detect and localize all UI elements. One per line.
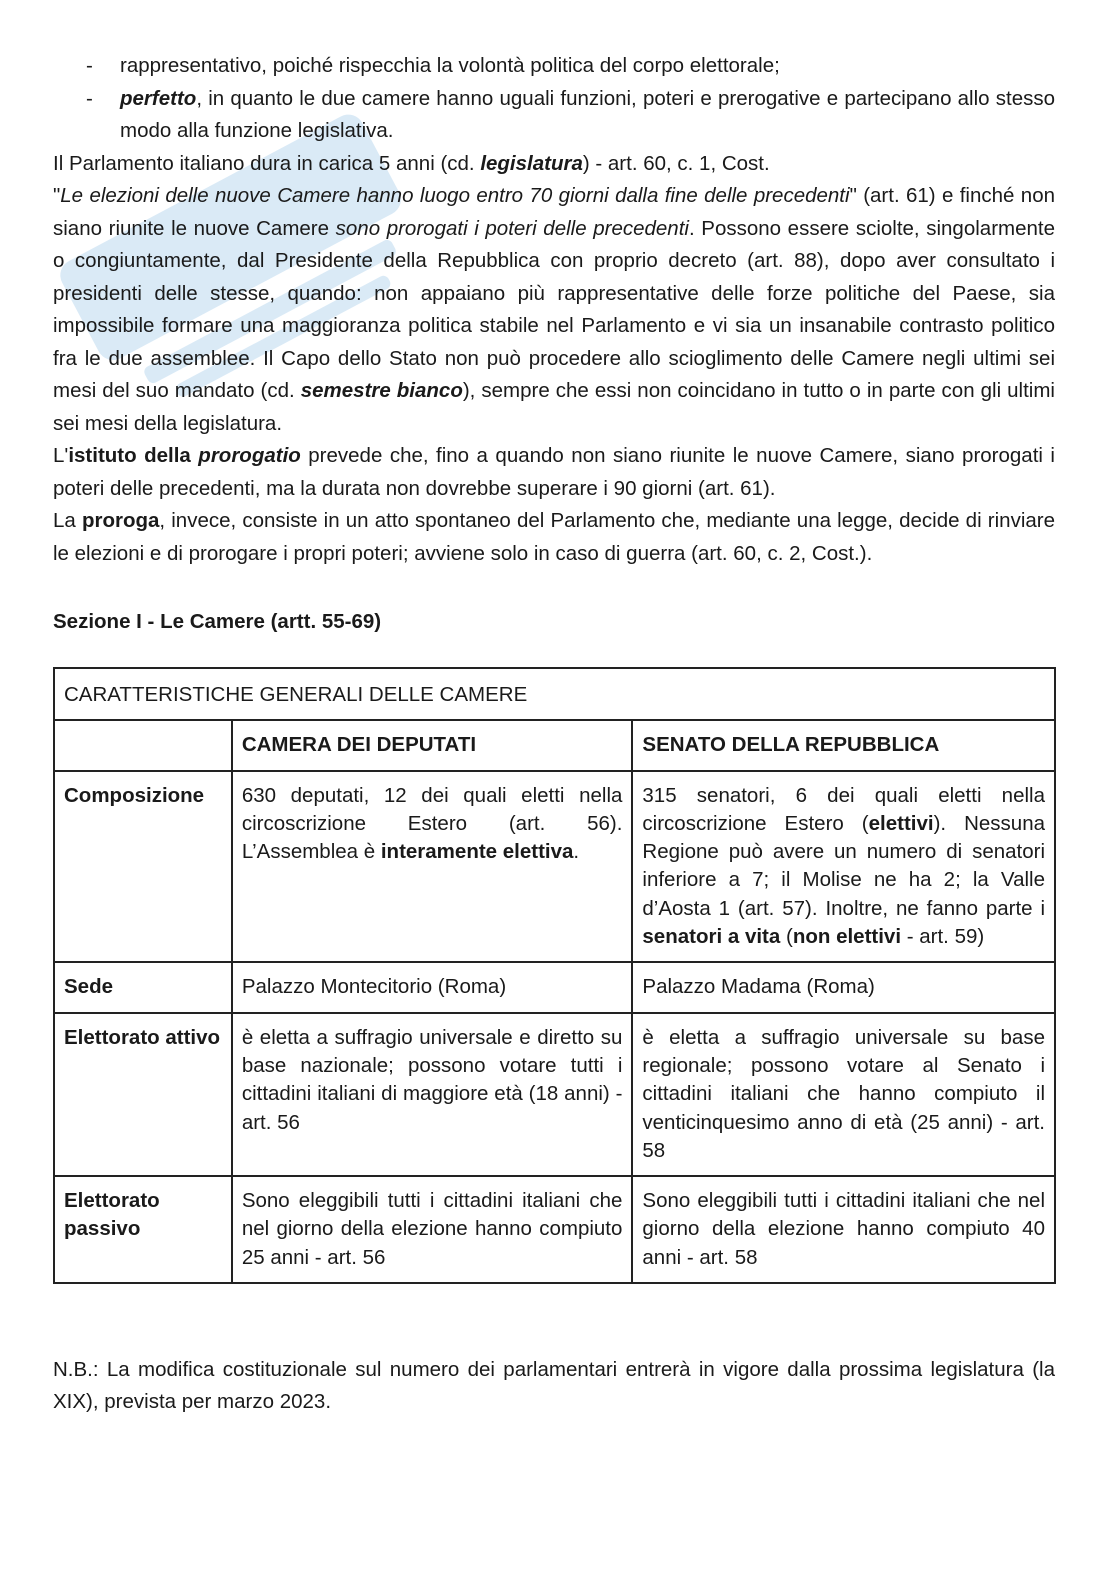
cell-camera: Sono eleggibili tutti i cittadini italiani che nel giorno della elezione hanno compiuto 25 anni - art. 56 <box>232 1176 633 1283</box>
row-label: Composizione <box>54 771 232 963</box>
list-item: - perfetto, in quanto le due camere hanno uguali funzioni, poteri e prerogative e partecipano allo stesso modo alla funzione legislativa. <box>86 86 1055 142</box>
body-text <box>53 50 1055 639</box>
table-row <box>54 1176 1055 1283</box>
paragraph-prorogatio: L'istituto della prorogatio prevede che, fino a quando non siano riunite le nuove Camere, siano prorogati i poteri delle precedenti, ma la durata non dovrebbe superare i 90 giorni (art. 61). <box>53 444 1055 500</box>
cell-senato: Sono eleggibili tutti i cittadini italiani che nel giorno della elezione hanno compiuto 40 anni - art. 58 <box>632 1176 1055 1283</box>
header-empty <box>54 720 232 770</box>
header-senato: SENATO DELLA REPUBBLICA <box>632 720 1055 770</box>
footnote: N.B.: La modifica costituzionale sul numero dei parlamentari entrerà in vigore dalla prossima legislatura (la XIX), prevista per marzo 2023. <box>53 1357 1055 1413</box>
table-caption: CARATTERISTICHE GENERALI DELLE CAMERE <box>54 668 1055 720</box>
table-row <box>54 962 1055 1012</box>
row-label: Elettorato attivo <box>54 1013 232 1176</box>
paragraph-proroga: La proroga, invece, consiste in un atto spontaneo del Parlamento che, mediante una legge, decide di rinviare le elezioni e di prorogare i propri poteri; avviene solo in caso di guerra (art. 60, c. 2, Cost.). <box>53 509 1055 565</box>
camere-table <box>53 667 1056 1284</box>
list-item: - rappresentativo, poiché rispecchia la volontà politica del corpo elettorale; <box>86 54 780 77</box>
table-caption-row <box>54 668 1055 720</box>
cell-camera: Palazzo Montecitorio (Roma) <box>232 962 633 1012</box>
feature-list <box>53 50 1055 148</box>
table-row <box>54 1013 1055 1176</box>
header-camera: CAMERA DEI DEPUTATI <box>232 720 633 770</box>
cell-camera: 630 deputati, 12 dei quali eletti nella circoscrizione Estero (art. 56). L’Assemblea è interamente elettiva. <box>232 771 633 963</box>
table-row <box>54 771 1055 963</box>
section-title: Sezione I - Le Camere (artt. 55-69) <box>53 610 382 633</box>
cell-senato: 315 senatori, 6 dei quali eletti nella circoscrizione Estero (elettivi). Nessuna Regione può avere un numero di senatori inferiore a 7; il Molise ne ha 2; la Valle d’Aosta 1 (art. 57). Inoltre, ne fanno parte i senatori a vita (non elettivi - art. 59) <box>632 771 1055 963</box>
cell-senato: è eletta a suffragio universale su base regionale; possono votare al Senato i cittadini italiani che hanno compiuto il venticinquesimo anno di età (25 anni) - art. 58 <box>632 1013 1055 1176</box>
cell-camera: è eletta a suffragio universale e diretto su base nazionale; possono votare tutti i cittadini italiani di maggiore età (18 anni) - art. 56 <box>232 1013 633 1176</box>
table-header-row <box>54 720 1055 770</box>
cell-senato: Palazzo Madama (Roma) <box>632 962 1055 1012</box>
paragraph-legislatura: Il Parlamento italiano dura in carica 5 anni (cd. legislatura) - art. 60, c. 1, Cost. <box>53 151 770 175</box>
row-label: Sede <box>54 962 232 1012</box>
paragraph-elezioni: "Le elezioni delle nuove Camere hanno luogo entro 70 giorni dalla fine delle precedenti" (art. 61) e finché non siano riunite le nuove Camere sono prorogati i poteri delle precedenti. Possono essere sciolte, singolarmente o congiuntamente, dal Presidente della Repubblica con proprio decreto (art. 88), dopo aver consultato i presidenti delle stesse, quando: non appaiano più rappresentative delle forze politiche del Paese, sia impossibile formare una maggioranza politica stabile nel Parlamento e vi sia un insanabile contrasto politico fra le due assemblee. Il Capo dello Stato non può procedere allo scioglimento delle Camere negli ultimi sei mesi del suo mandato (cd. semestre bianco), sempre che essi non coincidano in tutto o in parte con gli ultimi sei mesi della legislatura. <box>53 184 1056 435</box>
row-label: Elettorato passivo <box>54 1176 232 1283</box>
